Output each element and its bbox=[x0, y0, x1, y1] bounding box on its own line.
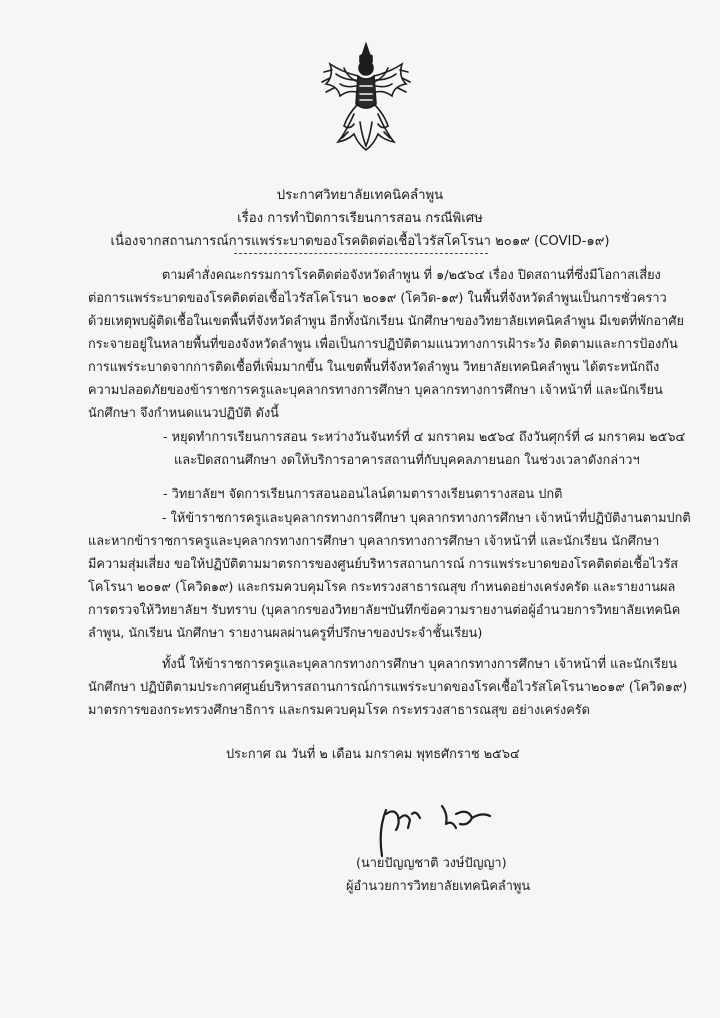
announcement-date: ประกาศ ณ วันที่ ๒ เดือน มกราคม พุทธศักราช ๒๕๖๔ bbox=[226, 747, 520, 762]
para2-line: มาตรการของกระทรวงศึกษาธิการ และกรมควบคุมโรค กระทรวงสาธารณสุข อย่างเคร่งครัด bbox=[88, 703, 590, 718]
item3-line: - ให้ข้าราชการครูและบุคลากรทางการศึกษา บุคลากรทางการศึกษา เจ้าหน้าที่ปฏิบัติงานตามปกติ bbox=[162, 511, 691, 526]
para1-line: การแพร่ระบาดจากการติดเชื้อที่เพิ่มมากขึ้น ในเขตพื้นที่จังหวัดลำพูน วิทยาลัยเทคนิคลำพูน ได้ตระหนักถึง bbox=[88, 360, 660, 375]
announcement-subject: เรื่อง การทำปิดการเรียนการสอน กรณีพิเศษ bbox=[237, 211, 483, 226]
para1-line: ตามคำสั่งคณะกรรมการโรคติดต่อจังหวัดลำพูน ที่ ๑/๒๕๖๔ เรื่อง ปิดสถานที่ซึ่งมีโอกาสเสี่ยง bbox=[162, 268, 661, 283]
signatory-name: (นายปัญญชาติ วงษ์ปัญญา) bbox=[356, 856, 507, 871]
item3-line: มีความสุ่มเสี่ยง ขอให้ปฏิบัติตามมาตรการของศูนย์บริหารสถานการณ์ การแพร่ระบาดของโรคติดต่อเชื้อไวรัส bbox=[88, 557, 679, 572]
item2-line: - วิทยาลัยฯ จัดการเรียนการสอนออนไลน์ตามตารางเรียนตารางสอน ปกติ bbox=[163, 487, 563, 502]
item1-line: และปิดสถานศึกษา งดให้บริการอาคารสถานที่กับบุคคลภายนอก ในช่วงเวลาดังกล่าวฯ bbox=[174, 453, 640, 468]
item1-line: - หยุดทำการเรียนการสอน ระหว่างวันจันทร์ที่ ๔ มกราคม ๒๕๖๔ ถึงวันศุกร์ที่ ๘ มกราคม ๒๕๖๔ bbox=[163, 430, 686, 445]
item3-line: ลำพูน, นักเรียน นักศึกษา รายงานผลผ่านครูที่ปรึกษาของประจำชั้นเรียน) bbox=[88, 626, 483, 641]
announcement-reason: เนื่องจากสถานการณ์การแพร่ระบาดของโรคติดต่อเชื้อไวรัสโคโรนา ๒๐๑๙ (COVID-๑๙) bbox=[110, 234, 610, 249]
para1-line: ด้วยเหตุพบผู้ติดเชื้อในเขตพื้นที่จังหวัดลำพูน อีกทั้งนักเรียน นักศึกษาของวิทยาลัยเทคนิคลำพูน มีเขตที่พักอาศัย bbox=[88, 314, 684, 329]
para2-line: นักศึกษา ปฏิบัติตามประกาศศูนย์บริหารสถานการณ์การแพร่ระบาดของโรคเชื้อไวรัสโคโรนา๒๐๑๙ (โควิด๑๙) bbox=[88, 680, 688, 695]
item3-line: การตรวจให้วิทยาลัยฯ รับทราบ (บุคลากรของวิทยาลัยฯบันทึกข้อความรายงานต่อผู้อำนวยการวิทยาลัยเทคนิค bbox=[88, 603, 681, 618]
announcement-issuer: ประกาศวิทยาลัยเทคนิคลำพูน bbox=[276, 188, 444, 203]
signatory-position: ผู้อำนวยการวิทยาลัยเทคนิคลำพูน bbox=[346, 879, 531, 894]
para2-line: ทั้งนี้ ให้ข้าราชการครูและบุคลากรทางการศึกษา บุคลากรทางการศึกษา เจ้าหน้าที่ และนักเรียน bbox=[162, 657, 678, 672]
header-divider bbox=[234, 253, 488, 254]
para1-line: ต่อการแพร่ระบาดของโรคติดต่อเชื้อไวรัสโคโรนา ๒๐๑๙ (โควิด-๑๙) ในพื้นที่จังหวัดลำพูนเป็นการชั่วคราว bbox=[88, 291, 667, 306]
item3-line: และหากข้าราชการครูและบุคลากรทางการศึกษา บุคลากรทางการศึกษา เจ้าหน้าที่ และนักเรียน นักศึกษา bbox=[88, 534, 660, 549]
para1-line: นักศึกษา จึงกำหนดแนวปฏิบัติ ดังนี้ bbox=[88, 406, 279, 421]
handwritten-signature-icon bbox=[372, 800, 502, 858]
item3-line: โคโรนา ๒๐๑๙ (โควิด๑๙) และกรมควบคุมโรค กระทรวงสาธารณสุข กำหนดอย่างเคร่งครัด และรายงานผล bbox=[88, 580, 676, 595]
garuda-emblem-icon bbox=[318, 42, 414, 154]
para1-line: ความปลอดภัยของข้าราชการครูและบุคลากรทางการศึกษา บุคลากรทางการศึกษา เจ้าหน้าที่ และนักเรียน bbox=[88, 383, 663, 398]
para1-line: กระจายอยู่ในหลายพื้นที่ของจังหวัดลำพูน เพื่อเป็นการปฏิบัติตามแนวทางการเฝ้าระวัง ติดตามและการป้องกัน bbox=[88, 337, 678, 352]
